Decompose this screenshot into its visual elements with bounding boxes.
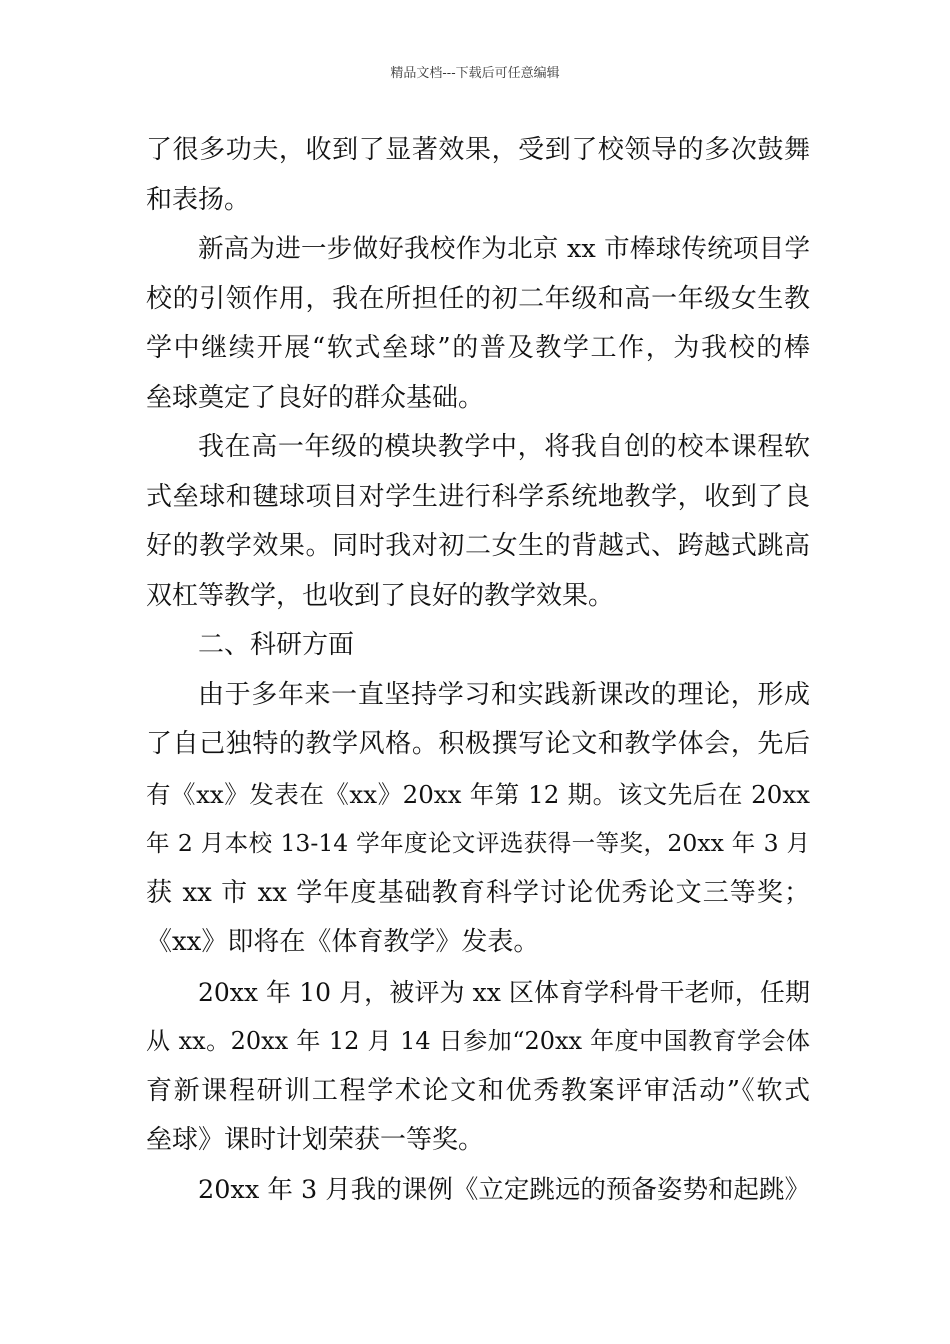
text-line: 从 xx。20xx 年 12 月 14 日参加“20xx 年度中国教育学会体 [146, 1027, 810, 1055]
document-body [146, 126, 810, 1215]
text-line: 了自己独特的教学风格。积极撰写论文和教学体会，先后 [146, 729, 810, 759]
text-line: 式垒球和毽球项目对学生进行科学系统地教学，收到了良 [146, 481, 810, 512]
text-line: 20xx 年 3 月我的课例《立定跳远的预备姿势和起跳》 [198, 1174, 810, 1205]
text-line: 垒球》课时计划荣获一等奖。 [146, 1125, 485, 1155]
text-line: 20xx 年 10 月，被评为 xx 区体育学科骨干老师，任期 [198, 977, 810, 1007]
text-line: 《xx》即将在《体育教学》发表。 [146, 927, 540, 957]
text-line: 育新课程研训工程学术论文和优秀教案评审活动”《软式 [146, 1075, 810, 1106]
text-line: 好的教学效果。同时我对初二女生的背越式、跨越式跳高 [146, 531, 810, 561]
text-line: 学中继续开展“软式垒球”的普及教学工作，为我校的棒 [146, 333, 810, 363]
text-line: 新高为进一步做好我校作为北京 xx 市棒球传统项目学 [198, 234, 810, 264]
text-line: 和表扬。 [146, 184, 251, 215]
text-line: 由于多年来一直坚持学习和实践新课改的理论，形成 [198, 679, 810, 710]
text-line: 年 2 月本校 13-14 学年度论文评选获得一等奖，20xx 年 3 月 [146, 829, 810, 857]
section-heading: 二、科研方面 [198, 630, 355, 660]
text-line: 了很多功夫，收到了显著效果，受到了校领导的多次鼓舞 [146, 135, 810, 165]
text-line: 垒球奠定了良好的群众基础。 [146, 382, 485, 413]
text-line: 有《xx》发表在《xx》20xx 年第 12 期。该文先后在 20xx [146, 779, 810, 809]
text-line: 校的引领作用，我在所担任的初二年级和高一年级女生教 [146, 283, 810, 314]
page-header: 精品文档---下载后可任意编辑 [390, 66, 560, 81]
text-line: 获 xx 市 xx 学年度基础教育科学讨论优秀论文三等奖； [146, 877, 810, 908]
text-line: 双杠等教学，也收到了良好的教学效果。 [146, 580, 615, 611]
text-line: 我在高一年级的模块教学中，将我自创的校本课程软 [198, 432, 810, 462]
